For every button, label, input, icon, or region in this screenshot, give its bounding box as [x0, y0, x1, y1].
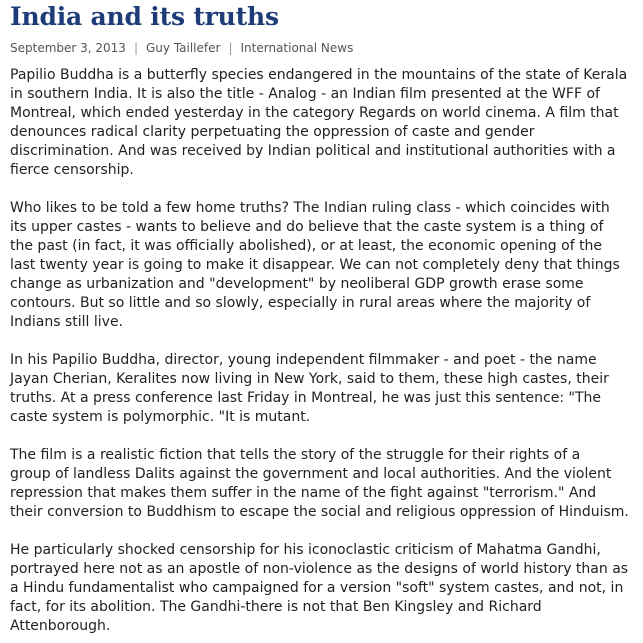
text-line: Montreal, which ended yesterday in the category Regards on world cinema. A film that — [10, 105, 619, 121]
text-line: Who likes to be told a few home truths? The Indian ruling class - which coincides with — [10, 200, 610, 216]
text-line: contours. But so little and so slowly, especially in rural areas where the majority of — [10, 295, 591, 311]
text-line: The film is a realistic fiction that tells the story of the struggle for their rights of a — [10, 447, 581, 463]
article-author: Guy Taillefer — [146, 41, 221, 55]
text-line: repression that makes them suffer in the name of the fight against "terrorism." And — [10, 485, 597, 501]
text-line: denounces radical clarity perpetuating the oppression of caste and gender — [10, 124, 535, 140]
text-line: In his Papilio Buddha, director, young independent filmmaker - and poet - the name — [10, 352, 597, 368]
text-line: their conversion to Buddhism to escape the social and religious oppression of Hinduism. — [10, 504, 629, 520]
article-body — [10, 66, 635, 636]
text-line: Attenborough. — [10, 618, 111, 634]
paragraph — [10, 541, 635, 636]
text-line: truths. At a press conference last Friday in Montreal, he was just this sentence: "The — [10, 390, 601, 406]
article-date: September 3, 2013 — [10, 41, 126, 55]
text-line: in southern India. It is also the title - Analog - an Indian film presented at the WFF of — [10, 86, 600, 102]
text-line: He particularly shocked censorship for his iconoclastic criticism of Mahatma Gandhi, — [10, 542, 601, 558]
paragraph — [10, 446, 635, 522]
text-line: group of landless Dalits against the government and local authorities. And the violent — [10, 466, 612, 482]
text-line: fact, for its abolition. The Gandhi-there is not that Ben Kingsley and Richard — [10, 599, 542, 615]
article-category: International News — [240, 41, 354, 55]
text-line: fierce censorship. — [10, 162, 134, 178]
text-line: change as urbanization and "development" by neoliberal GDP growth erase some — [10, 276, 584, 292]
paragraph — [10, 199, 635, 332]
text-line: Jayan Cherian, Keralites now living in New York, said to them, these high castes, their — [10, 371, 609, 387]
article-title: India and its truths — [10, 2, 279, 31]
article — [10, 0, 635, 636]
text-line: last twenty year is going to make it disappear. We can not completely deny that things — [10, 257, 620, 273]
article-meta — [10, 40, 635, 56]
text-line: discrimination. And was received by Indian political and institutional authorities with a — [10, 143, 616, 159]
text-line: the past (in fact, it was officially abolished), or at least, the economic opening of the — [10, 238, 603, 254]
meta-separator: | — [133, 41, 138, 55]
text-line: its upper castes - wants to believe and do believe that the caste system is a thing of — [10, 219, 604, 235]
text-line: Indians still live. — [10, 314, 124, 330]
text-line: caste system is polymorphic. "It is mutant. — [10, 409, 311, 425]
paragraph — [10, 351, 635, 427]
paragraph — [10, 66, 635, 180]
text-line: a Hindu fundamentalist who campaigned for a version "soft" system castes, and not, in — [10, 580, 624, 596]
text-line: portrayed here not as an apostle of non-violence as the designs of world history than as — [10, 561, 629, 577]
meta-separator: | — [228, 41, 233, 55]
text-line: Papilio Buddha is a butterfly species endangered in the mountains of the state of Kerala — [10, 67, 628, 83]
